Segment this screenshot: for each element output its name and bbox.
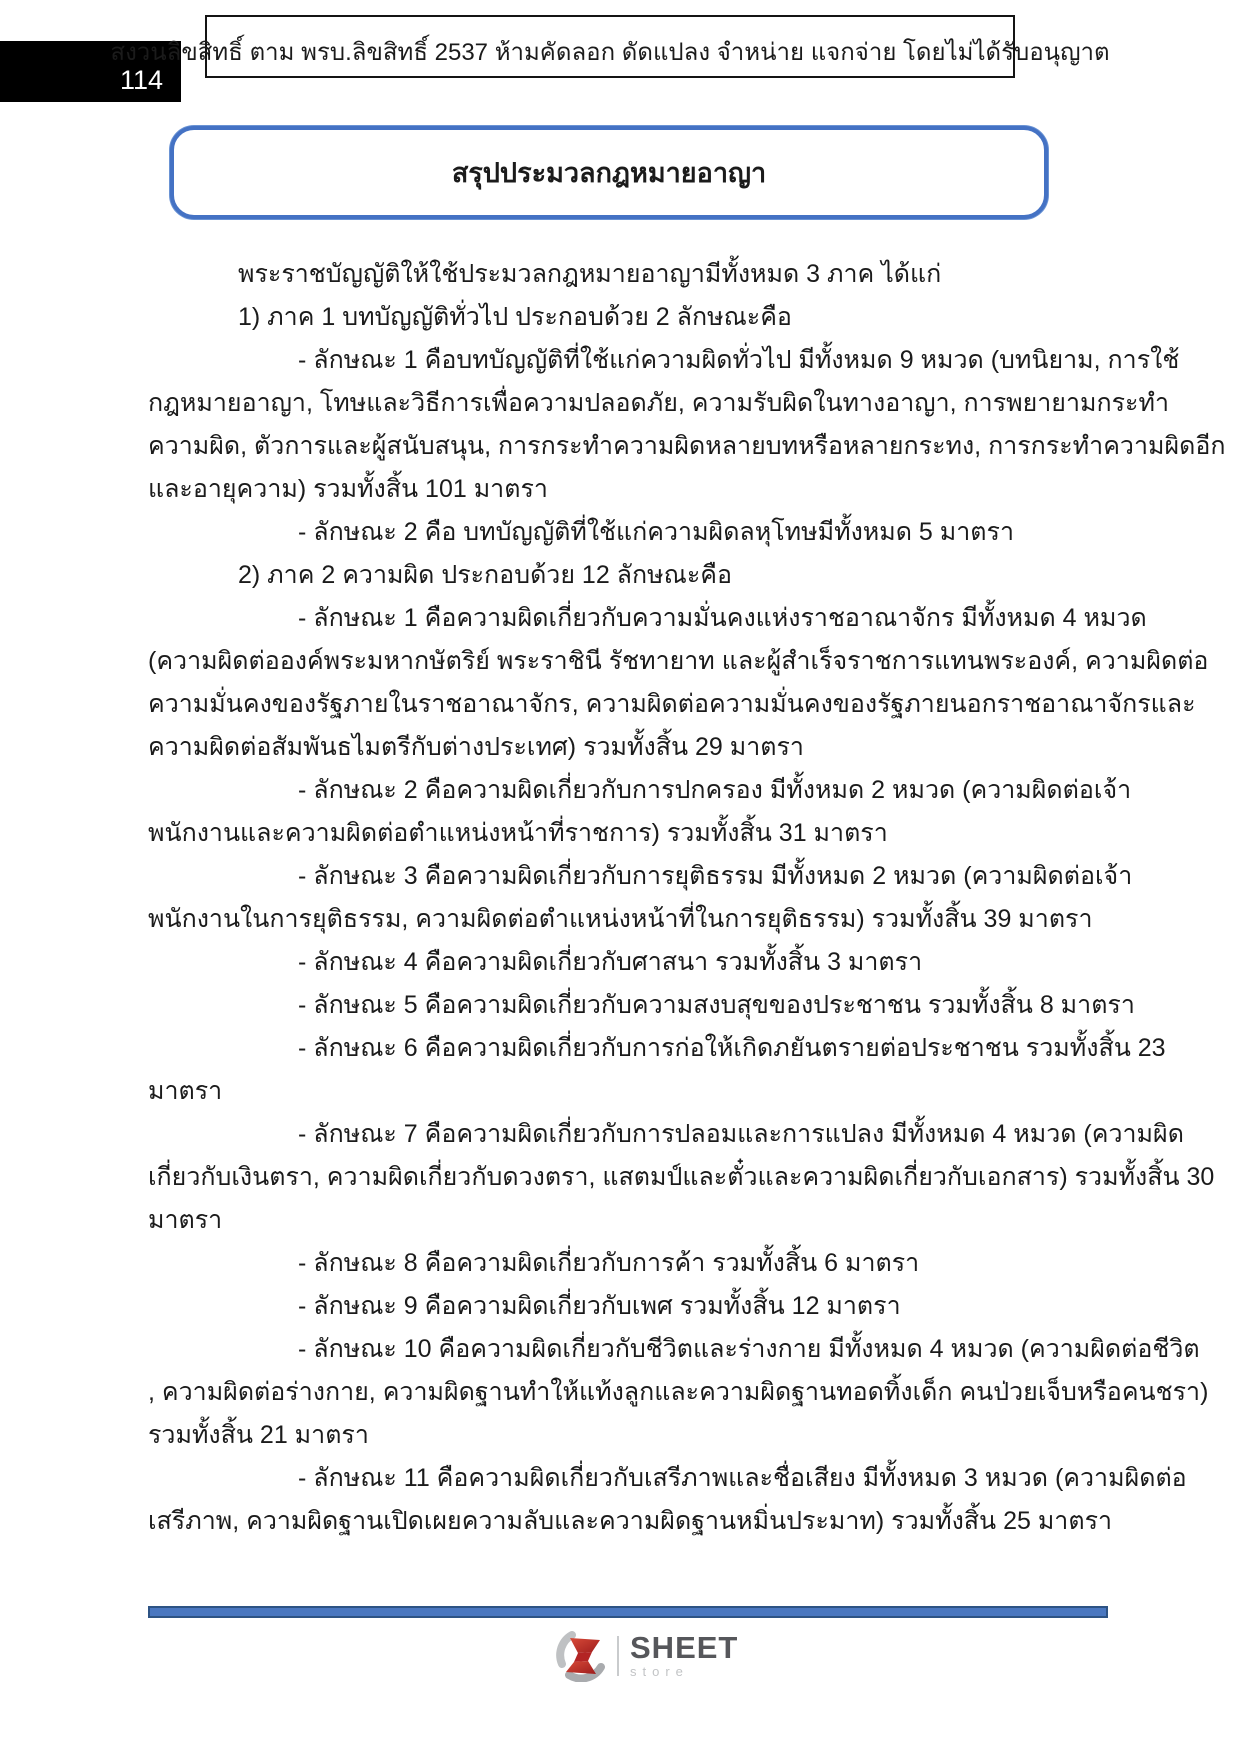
body-line: เสรีภาพ, ความผิดฐานเปิดเผยความลับและความผิดฐานหมิ่นประมาท) รวมทั้งสิ้น 25 มาตรา (148, 1507, 1113, 1535)
body-line: - ลักษณะ 3 คือความผิดเกี่ยวกับการยุติธรรม มีทั้งหมด 2 หมวด (ความผิดต่อเจ้า (298, 862, 1133, 890)
sheet-store-logo (556, 1629, 738, 1683)
body-line: 2) ภาค 2 ความผิด ประกอบด้วย 12 ลักษณะคือ (238, 561, 732, 589)
body-line: 1) ภาค 1 บทบัญญัติทั่วไป ประกอบด้วย 2 ลักษณะคือ (238, 303, 792, 331)
body-line: - ลักษณะ 1 คือบทบัญญัติที่ใช้แก่ความผิดทั่วไป มีทั้งหมด 9 หมวด (บทนิยาม, การใช้ (298, 346, 1180, 374)
body-line: กฎหมายอาญา, โทษและวิธีการเพื่อความปลอดภัย, ความรับผิดในทางอาญา, การพยายามกระทำ (148, 389, 1169, 417)
body-line: - ลักษณะ 2 คือความผิดเกี่ยวกับการปกครอง มีทั้งหมด 2 หมวด (ความผิดต่อเจ้า (298, 776, 1132, 804)
copyright-box (110, 15, 1110, 78)
body-line: - ลักษณะ 1 คือความผิดเกี่ยวกับความมั่นคงแห่งราชอาณาจักร มีทั้งหมด 4 หมวด (298, 604, 1147, 632)
sheet-store-s-icon (556, 1630, 608, 1682)
logo-divider (617, 1636, 619, 1676)
logo-name: SHEET (630, 1629, 739, 1665)
body-line: พนักงานในการยุติธรรม, ความผิดต่อตำแหน่งหน้าที่ในการยุติธรรม) รวมทั้งสิ้น 39 มาตรา (148, 905, 1093, 933)
page-title: สรุปประมวลกฎหมายอาญา (451, 158, 767, 188)
body-line: , ความผิดต่อร่างกาย, ความผิดฐานทำให้แท้งลูกและความผิดฐานทอดทิ้งเด็ก คนป่วยเจ็บหรือคนชรา) (148, 1378, 1209, 1406)
body-line: ความผิด, ตัวการและผู้สนับสนุน, การกระทำความผิดหลายบทหรือหลายกระทง, การกระทำความผิดอีก (148, 432, 1226, 460)
body-line: - ลักษณะ 5 คือความผิดเกี่ยวกับความสงบสุขของประชาชน รวมทั้งสิ้น 8 มาตรา (298, 991, 1135, 1019)
body-line: - ลักษณะ 6 คือความผิดเกี่ยวกับการก่อให้เกิดภยันตรายต่อประชาชน รวมทั้งสิ้น 23 (298, 1034, 1166, 1062)
body-line: และอายุความ) รวมทั้งสิ้น 101 มาตรา (148, 475, 548, 503)
copyright-text: สงวนลิขสิทธิ์ ตาม พรบ.ลิขสิทธิ์ 2537 ห้ามคัดลอก ดัดแปลง จำหน่าย แจกจ่าย โดยไม่ได้รับอนุญาต (110, 39, 1110, 66)
body-line: เกี่ยวกับเงินตรา, ความผิดเกี่ยวกับดวงตรา, แสตมป์และตั๋วและความผิดเกี่ยวกับเอกสาร) รวมทั้งสิ้น 30 (148, 1163, 1215, 1191)
body-line: ความผิดต่อสัมพันธไมตรีกับต่างประเทศ) รวมทั้งสิ้น 29 มาตรา (148, 733, 804, 761)
body-line: - ลักษณะ 2 คือ บทบัญญัติที่ใช้แก่ความผิดลหุโทษมีทั้งหมด 5 มาตรา (298, 518, 1014, 546)
page-number: 114 (119, 65, 163, 95)
body-text (148, 253, 1226, 1543)
body-line: - ลักษณะ 10 คือความผิดเกี่ยวกับชีวิตและร่างกาย มีทั้งหมด 4 หมวด (ความผิดต่อชีวิต (298, 1335, 1200, 1363)
body-line: - ลักษณะ 4 คือความผิดเกี่ยวกับศาสนา รวมทั้งสิ้น 3 มาตรา (298, 948, 923, 976)
body-line: พนักงานและความผิดต่อตำแหน่งหน้าที่ราชการ) รวมทั้งสิ้น 31 มาตรา (148, 819, 888, 847)
body-line: มาตรา (148, 1077, 223, 1105)
body-line: - ลักษณะ 9 คือความผิดเกี่ยวกับเพศ รวมทั้งสิ้น 12 มาตรา (298, 1292, 901, 1320)
body-line: ความมั่นคงของรัฐภายในราชอาณาจักร, ความผิดต่อความมั่นคงของรัฐภายนอกราชอาณาจักรและ (148, 690, 1196, 718)
body-line: (ความผิดต่อองค์พระมหากษัตริย์ พระราชินี รัชทายาท และผู้สำเร็จราชการแทนพระองค์, ความผิดต่อ (148, 647, 1209, 675)
body-line: - ลักษณะ 11 คือความผิดเกี่ยวกับเสรีภาพและชื่อเสียง มีทั้งหมด 3 หมวด (ความผิดต่อ (298, 1464, 1187, 1492)
body-line: มาตรา (148, 1206, 223, 1234)
footer-divider-bar (148, 1606, 1108, 1618)
body-line: - ลักษณะ 8 คือความผิดเกี่ยวกับการค้า รวมทั้งสิ้น 6 มาตรา (298, 1249, 920, 1277)
body-line: - ลักษณะ 7 คือความผิดเกี่ยวกับการปลอมและการแปลง มีทั้งหมด 4 หมวด (ความผิด (298, 1120, 1184, 1148)
body-line: รวมทั้งสิ้น 21 มาตรา (148, 1421, 369, 1449)
logo-subtitle: store (630, 1663, 689, 1679)
title-box (170, 126, 1048, 219)
body-line: พระราชบัญญัติให้ใช้ประมวลกฎหมายอาญามีทั้งหมด 3 ภาค ได้แก่ (238, 260, 942, 288)
